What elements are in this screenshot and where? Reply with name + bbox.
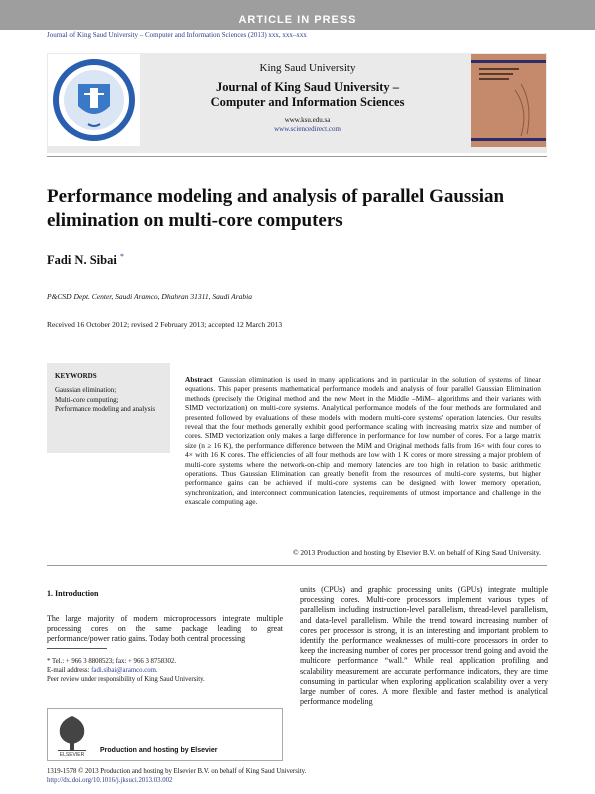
email-link[interactable]: fadi.sibai@aramco.com. — [91, 667, 158, 674]
peer-review-note: Peer review under responsibility of King Saud University. — [47, 676, 205, 683]
intro-left-column: The large majority of modern microprocessors integrate multiple processing cores on the same package leading to great performance/power ratio gains. Today both central processing — [47, 614, 283, 644]
abstract-text: Gaussian elimination is used in many applications and in particular in the solution of systems of linear equations. This paper presents mathematical performance models and analysis of four parallel Gaussian Elimination methods (precisely the Original method and the new Meet in the Middle –MiM– algorithms and their variants with SIMD vectorization) on multi-core systems. Analytical performance models of the four methods are formulated and presented followed by evaluations of these models with modern multi-core systems' operation latencies. Our results reveal that the four methods generally exhibit good performance scaling with increasing matrix size and number of cores. SIMD vectorization only makes a large difference in performance for low number of cores. For a large matrix size (n ≥ 16 K), the performance difference between the MiM and Original methods falls from 16× with four cores to 4× with 16 K cores. The efficiencies of all four methods are low with 1 K cores or more stressing a major problem of multi-core systems where the network-on-chip and memory latencies are too high in relation to basic arithmetic operations. Thus Gaussian Elimination can greatly benefit from the resources of multi-core systems, but higher performance gains can be achieved if multi-core systems can be designed with lower memory operation, synchronization, and interconnect communication latencies, requirements of utmost importance and challenge in the exascale computing age. — [185, 375, 541, 507]
section-heading: 1. Introduction — [47, 589, 99, 598]
abstract — [185, 375, 541, 507]
elsevier-logo-word: ELSEVIER — [59, 752, 85, 758]
abstract-label: Abstract — [185, 375, 213, 384]
keywords-title: KEYWORDS — [55, 372, 97, 380]
footnote-contact: * Tel.: + 966 3 8808523; fax: + 966 3 8758302. — [47, 658, 177, 665]
university-name: King Saud University — [259, 62, 356, 74]
intro-right-column: units (CPUs) and graphic processing units (GPUs) integrate multiple processing cores. Multi-core processors implement various types of parallelism including instruction-level parallelism, thread-level parallelism, and data-level parallelism. While the trend toward increasing number of cores per processor is strong, it is an interesting and important problem to identify the performance weaknesses of multi-core processors in order to keep the increasing number of cores per processor trend going and avoid the multicore performance “wall.” While real application profiling and scalability measurement are accurate performance indicators, they are time consuming in particular when exploring application scalability over a very large number of cores. A more flexible and faster method is analytical performance modeling — [300, 585, 548, 707]
keywords-list — [55, 386, 167, 415]
article-dates: Received 16 October 2012; revised 2 February 2013; accepted 12 March 2013 — [47, 320, 283, 329]
keyword-item: Gaussian elimination; — [55, 386, 117, 394]
article-title: Performance modeling and analysis of parallel Gaussian elimination on multi-core computers — [47, 186, 505, 231]
elsevier-production-text: Production and hosting by Elsevier — [100, 747, 218, 754]
email-label: E-mail address: — [47, 667, 92, 674]
keyword-item: Multi-core computing; — [55, 395, 119, 404]
journal-cover-image — [471, 54, 546, 147]
author-name — [47, 252, 124, 268]
author-text: Fadi N. Sibai — [47, 253, 117, 268]
abstract-divider — [47, 565, 547, 566]
ksu-logo-icon — [48, 54, 140, 146]
author-affiliation: P&CSD Dept. Center, Saudi Aramco, Dhahran 31311, Saudi Arabia — [47, 292, 252, 301]
journal-title-line-2: Computer and Information Sciences — [210, 95, 405, 109]
elsevier-tree-logo-icon — [52, 710, 92, 758]
sciencedirect-url[interactable]: www.sciencedirect.com — [274, 125, 341, 133]
footnote-email-line — [47, 666, 287, 675]
keyword-item: Performance modeling and analysis — [55, 405, 156, 413]
journal-citation-line[interactable]: Journal of King Saud University – Computer and Information Sciences (2013) xxx, xxx–xxx — [47, 31, 307, 39]
journal-title — [150, 80, 465, 110]
banner-text: ARTICLE IN PRESS — [238, 14, 357, 26]
author-footnote-mark[interactable]: * — [119, 252, 124, 261]
ksu-url[interactable]: www.ksu.edu.sa — [284, 116, 331, 124]
abstract-copyright: © 2013 Production and hosting by Elsevier B.V. on behalf of King Saud University. — [292, 548, 541, 557]
footnote — [47, 657, 287, 684]
doi-link[interactable]: http://dx.doi.org/10.1016/j.jksuci.2013.03.002 — [47, 777, 173, 784]
journal-title-line-1: Journal of King Saud University – — [215, 80, 399, 94]
footnote-divider — [47, 648, 107, 649]
issn-doi-block — [47, 767, 547, 785]
issn-line: 1319-1578 © 2013 Production and hosting by Elsevier B.V. on behalf of King Saud University. — [47, 768, 307, 775]
header-divider — [47, 156, 547, 157]
